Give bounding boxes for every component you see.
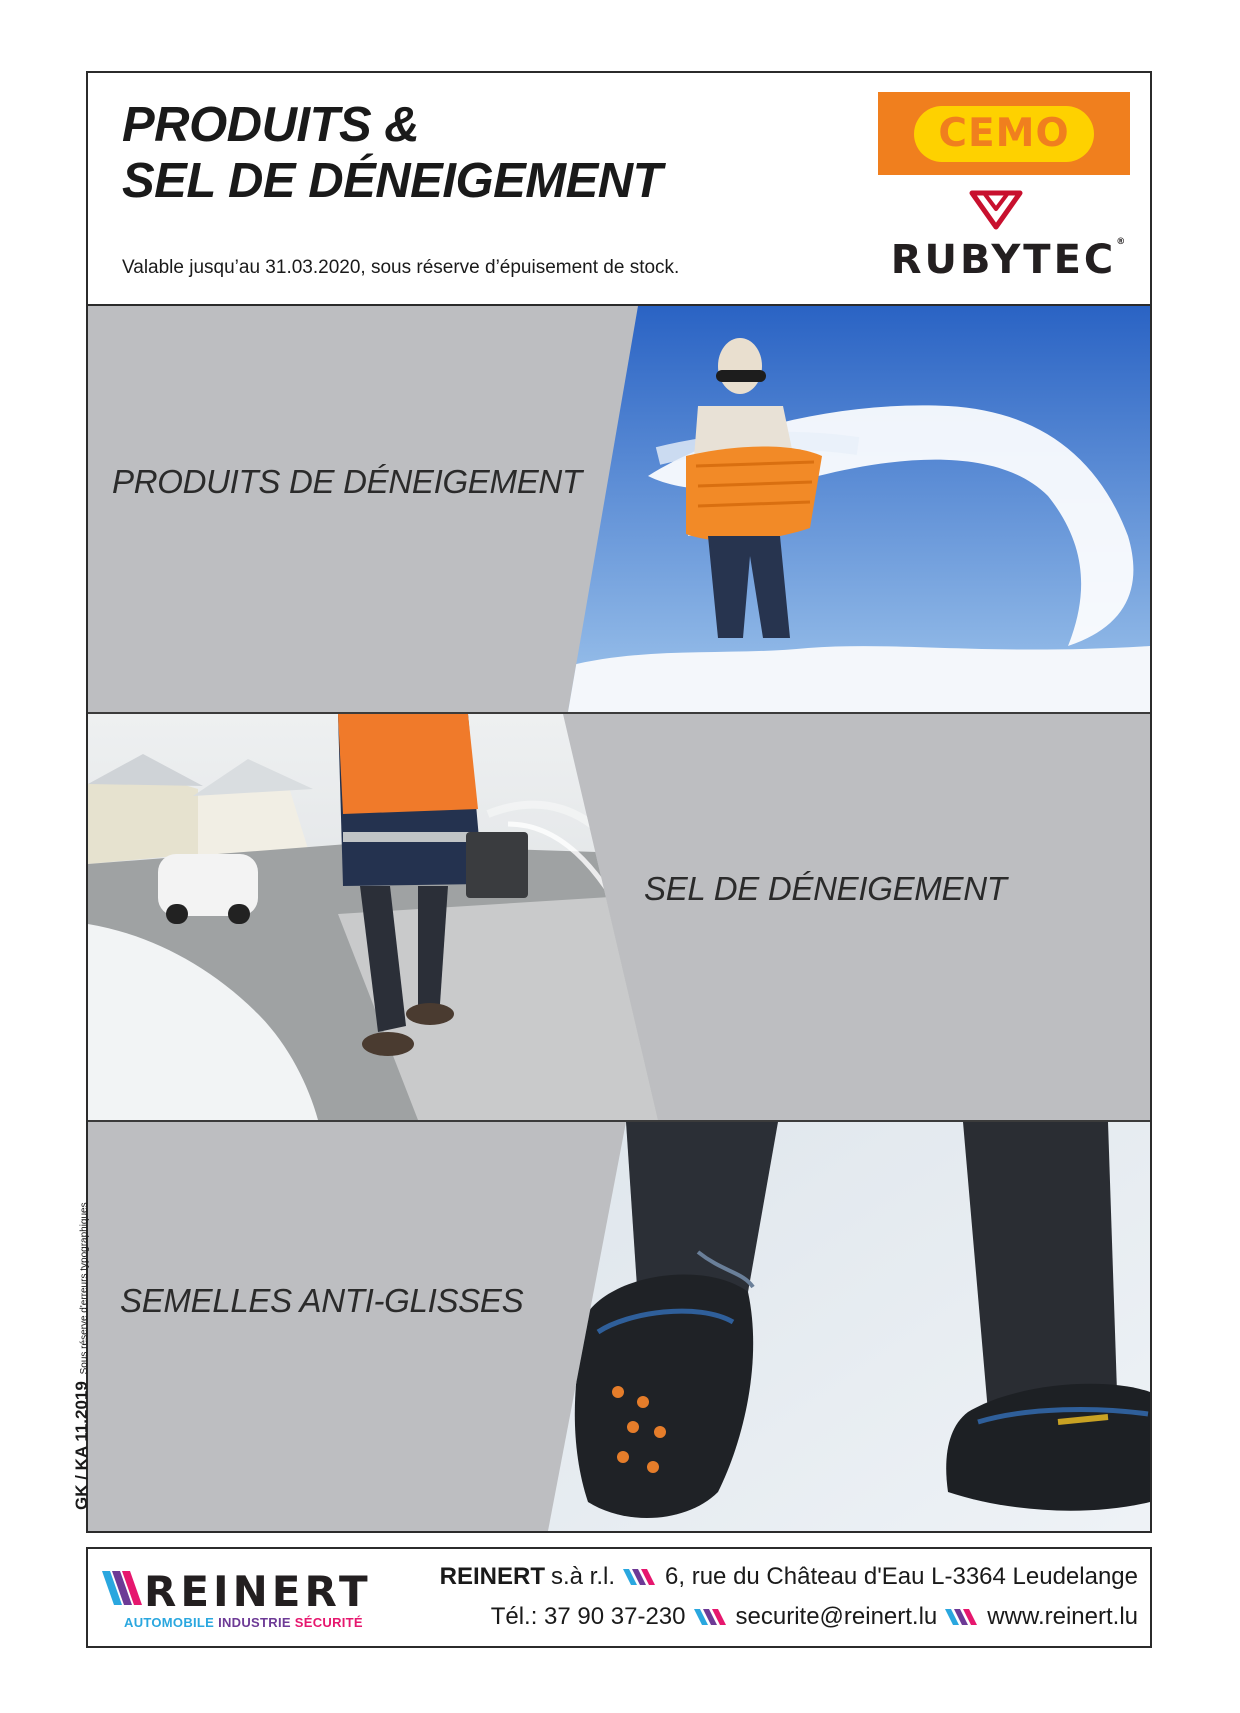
header-box: [86, 71, 1152, 306]
photo-salt-spreading: [88, 714, 658, 1120]
panel-label-snow-removal: PRODUITS DE DÉNEIGEMENT: [112, 463, 582, 500]
reinert-logo-text: REINERT: [144, 1567, 372, 1611]
cemo-logo-text: CEMO: [914, 106, 1094, 162]
ruby-gem-icon: [968, 187, 1024, 231]
validity-note: Valable jusqu’au 31.03.2020, sous réserve d’épuisement de stock.: [122, 257, 680, 278]
panel-snow-removal: [88, 306, 1150, 712]
photo-anti-slip-soles-image: [548, 1122, 1150, 1531]
stripes-icon: [694, 1607, 728, 1627]
title-line-2: SEL DE DÉNEIGEMENT: [122, 154, 663, 208]
legal-name: REINERT: [439, 1563, 545, 1590]
photo-woman-shoveling: [568, 306, 1150, 712]
panel-label-anti-slip: SEMELLES ANTI-GLISSES: [120, 1282, 524, 1319]
registered-mark: ®: [1116, 237, 1126, 247]
photo-anti-slip-soles: [548, 1122, 1150, 1531]
print-disclaimer: Sous réserve d'erreurs typographiques: [79, 1202, 90, 1375]
contact-line: [491, 1603, 1138, 1631]
panel-anti-slip: [88, 1122, 1150, 1531]
tagline-industrie: INDUSTRIE: [218, 1615, 291, 1630]
title-line-1: PRODUITS &: [122, 98, 420, 152]
website-link[interactable]: www.reinert.lu: [987, 1603, 1138, 1630]
company-address: 6, rue du Château d'Eau L-3364 Leudelange: [665, 1563, 1138, 1590]
print-reference-note: [72, 1202, 92, 1510]
panel-snow-salt: [88, 714, 1150, 1120]
tagline-automobile: AUTOMOBILE: [124, 1615, 215, 1630]
panel-label-snow-salt: SEL DE DÉNEIGEMENT: [644, 870, 1007, 907]
phone-number[interactable]: Tél.: 37 90 37-230: [490, 1603, 686, 1630]
stripes-icon: [623, 1567, 657, 1587]
email-link[interactable]: securite@reinert.lu: [735, 1603, 938, 1630]
reinert-logo: [100, 1565, 400, 1611]
photo-woman-shoveling-image: [568, 306, 1150, 712]
print-reference-code: GK / KA 11.2019: [72, 1381, 91, 1510]
rubytec-logo: [878, 237, 1138, 283]
stripes-icon: [945, 1607, 979, 1627]
rubytec-logo-text: RUBYTEC: [890, 237, 1117, 283]
photo-salt-spreading-image: [88, 714, 658, 1120]
category-panels: [86, 304, 1152, 1533]
cemo-logo: [878, 92, 1130, 175]
footer-box: [86, 1547, 1152, 1648]
contact-address-line: [440, 1563, 1138, 1591]
legal-suffix: s.à r.l.: [551, 1563, 616, 1590]
tagline-securite: SÉCURITÉ: [294, 1615, 363, 1630]
reinert-tagline: [124, 1615, 363, 1630]
page-title: [122, 97, 662, 209]
